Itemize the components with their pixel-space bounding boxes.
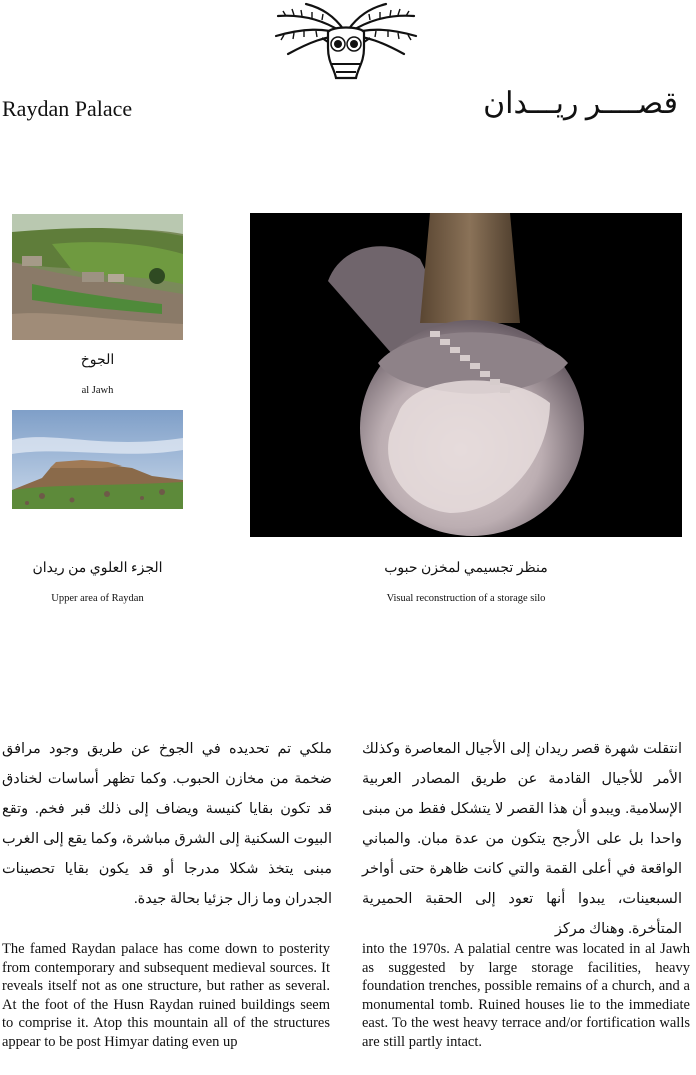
photo-al-jawh bbox=[12, 214, 183, 340]
caption-upper-raydan-arabic: الجزء العلوي من ريدان bbox=[32, 561, 163, 576]
arabic-text-right-column: انتقلت شهرة قصر ريدان إلى الأجيال المعاصرة وكذلك الأمر للأجيال القادمة عن طريق المصادر العربية الإسلامية. ويبدو أن هذا القصر لا يتشكل فقط من مبنى واحدا بل على الأرجح يتكون من عدة مبان. والمباني الواقعة في أعلى القمة والتي كانت ظاهرة حتى أواخر السبعينات، يبدوا أنها تعود إلى الحقبة الحميرية المتأخرة. وهناك مركز bbox=[362, 741, 682, 937]
caption-upper-raydan-english: Upper area of Raydan bbox=[51, 593, 144, 604]
caption-al-jawh-english: al Jawh bbox=[81, 385, 114, 396]
caption-al-jawh-arabic: الجوخ bbox=[80, 353, 115, 368]
ibex-head-emblem bbox=[266, 2, 426, 82]
caption-silo-english: Visual reconstruction of a storage silo bbox=[386, 593, 546, 604]
render-storage-silo bbox=[250, 213, 682, 537]
arabic-text-left-column: ملكي تم تحديده في الجوخ عن طريق وجود مرافق ضخمة من مخازن الحبوب. وكما تظهر أساسات لخنادق قد تكون بقايا كنيسة ويضاف إلى ذلك قبر فخم. وتقع البيوت السكنية إلى الشرق مباشرة، وكما يقع إلى الغرب مبنى يتخذ شكلا مدرجا أو قد يكون بقايا تحصينات الجدران وما زال جزئيا بحالة جيدة. bbox=[2, 741, 332, 907]
english-text-left-column: The famed Raydan palace has come down to posterity from contemporary and subsequent medieval sources. It reveals itself not as one structure, but rather as several. At the foot of the Husn Raydan ruined buildings seem to comprise it. Atop this mountain all of the structures appear to be post Himyar dating even up bbox=[2, 941, 330, 1050]
photo-upper-raydan bbox=[12, 410, 183, 509]
caption-silo-arabic: منظر تجسيمي لمخزن حبوب bbox=[384, 561, 548, 576]
english-text-right-column: into the 1970s. A palatial centre was located in al Jawh as suggested by large storage facilities, heavy foundation trenches, possible remains of a church, and a monumental tomb. Ruined houses lie to the immediate east. To the west heavy terrace and/or fortification walls are still partly intact. bbox=[362, 941, 690, 1050]
page-title-arabic: قصــــر ريـــدان bbox=[483, 87, 678, 120]
page-title-english: Raydan Palace bbox=[2, 96, 133, 121]
